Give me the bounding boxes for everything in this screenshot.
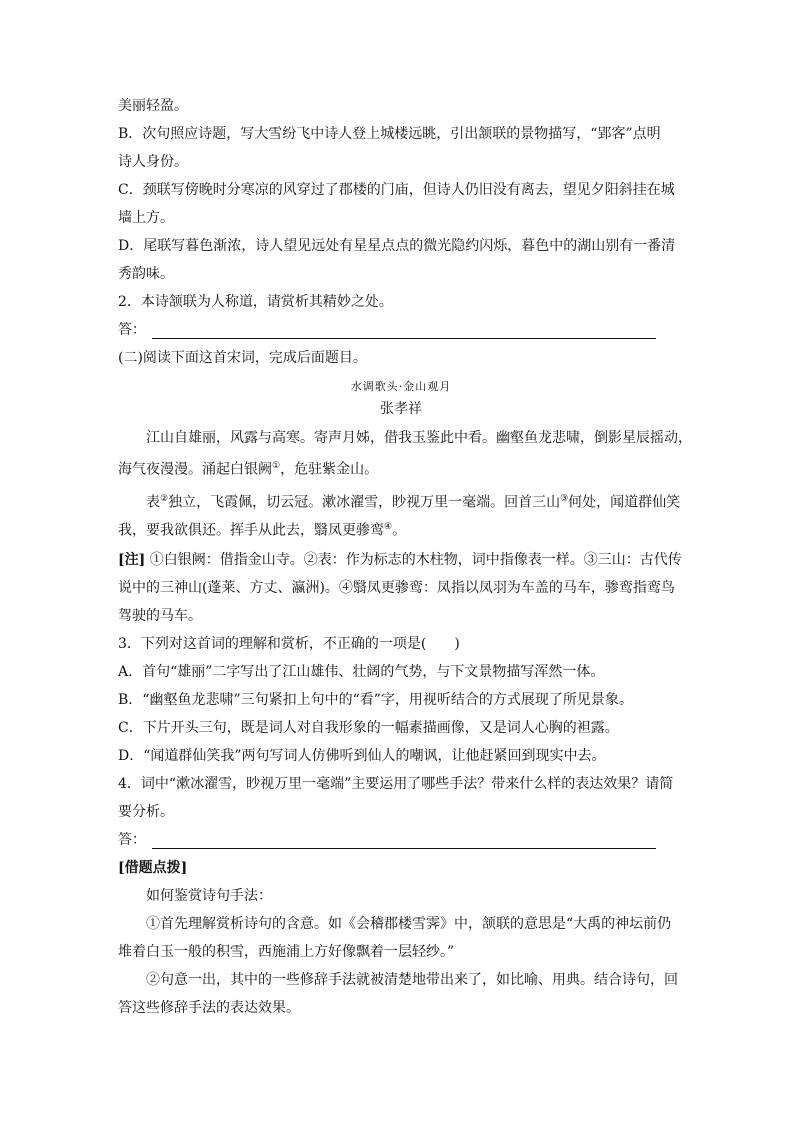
option-d-line: D．“闻道群仙笑我”两句写词人仿佛听到仙人的嘲讽，让他赶紧回到现实中去。 (118, 748, 606, 764)
answer-row-4 (118, 826, 684, 854)
option-a-line: A．首句“雄丽”二字写出了江山雄伟、壮阔的气势，与下文景物描写浑然一体。 (118, 664, 605, 680)
text-line: 要分析。 (118, 804, 174, 820)
tip-line: ②句意一出，其中的一些修辞手法就被清楚地带出来了，如比喻、用典。结合诗句，回 (146, 972, 678, 988)
poem-line: 江山自雄丽，风露与高寒。寄声月姊，借我玉鉴此中看。幽壑鱼龙悲啸，倒影星辰摇动， (146, 430, 692, 446)
answer-row-2 (118, 316, 684, 344)
poem-text: 独立，飞霞佩，切云冠。漱冰濯雪，眇视万里一毫端。回首三山 (168, 494, 561, 511)
poem-line (118, 513, 684, 541)
note-label: [注] (118, 552, 146, 568)
option-b-line: B．次句照应诗题，写大雪纷飞中诗人登上城楼远眺，引出颔联的景物描写，“郢客”点明 (118, 126, 661, 142)
footnote-marker: ③ (560, 494, 569, 504)
tip-line: 堆着白玉一般的积雪，西施浦上方好像飘着一层轻纱。” (118, 944, 455, 960)
text-line: 墙上方。 (118, 210, 174, 226)
poem-title: 水调歌头·金山观月 (350, 380, 452, 393)
note-line (118, 546, 684, 574)
answer-line[interactable] (152, 832, 656, 849)
tip-heading: [借题点拨] (118, 860, 188, 876)
option-c-line: C．颈联写傍晚时分寒凉的风穿过了郡楼的门庙，但诗人仍旧没有离去，望见夕阳斜挂在城 (118, 182, 675, 198)
poem-author: 张孝祥 (380, 401, 422, 417)
poem-text: 何处，闻道群仙笑 (568, 494, 681, 511)
poem-text: 表 (146, 494, 160, 511)
answer-label: 答： (118, 322, 146, 338)
tip-line: ①首先理解赏析诗句的含意。如《会稽郡楼雪霁》中，颔联的意思是“大禹的神坛前仍 (146, 916, 672, 932)
text-line: 美丽轻盈。 (118, 98, 188, 114)
poem-line (118, 452, 684, 480)
question-3: 3．下列对这首词的理解和赏析，不正确的一项是( ) (118, 636, 460, 652)
poem-text: 。 (392, 522, 407, 539)
note-line: 驾驶的马车。 (118, 608, 202, 624)
tip-line: 如何鉴赏诗句手法： (146, 888, 272, 904)
question-4: 4．词中“漱冰濯雪，眇视万里一毫端”主要运用了哪些手法？带来什么样的表达效果？请简 (118, 776, 674, 792)
question-2: 2．本诗颔联为人称道，请赏析其精妙之处。 (118, 294, 393, 310)
option-b-line: B．“幽壑鱼龙悲啸”三句紧扣上句中的“看”字，用视听结合的方式展现了所见景象。 (118, 692, 633, 708)
poem-text: 海气夜漫漫。涌起白银阙 (118, 461, 272, 478)
poem-text: 我，要我欲俱还。挥手从此去，翳凤更骖鸾 (118, 522, 384, 539)
footnote-marker: ② (160, 494, 169, 504)
text-line: 诗人身份。 (118, 154, 188, 170)
footnote-marker: ① (272, 461, 281, 471)
option-d-line: D．尾联写暮色渐浓，诗人望见远处有星星点点的微光隐约闪烁，暮色中的湖山别有一番清 (118, 238, 676, 254)
poem-text: ，危驻紫金山。 (280, 461, 379, 478)
text-line: 秀韵味。 (118, 266, 174, 282)
tip-line: 答这些修辞手法的表达效果。 (118, 1000, 300, 1016)
answer-label: 答： (118, 832, 146, 848)
option-c-line: C．下片开头三句，既是词人对自我形象的一幅素描画像，又是词人心胸的袒露。 (118, 720, 619, 736)
note-line: 说中的三神山(蓬莱、方丈、瀛洲)。④翳凤更骖鸾：凤指以凤羽为车盖的马车，骖鸾指鸾鸟 (118, 580, 675, 596)
poem-line (118, 485, 684, 513)
answer-line[interactable] (152, 322, 656, 339)
section-heading: (二)阅读下面这首宋词，完成后面题目。 (118, 350, 367, 366)
document-page (118, 92, 692, 1022)
note-text: ①白银阙：借指金山寺。②表：作为标志的木柱物，词中指像表一样。③三山：古代传 (149, 552, 682, 568)
footnote-marker: ④ (384, 522, 393, 532)
